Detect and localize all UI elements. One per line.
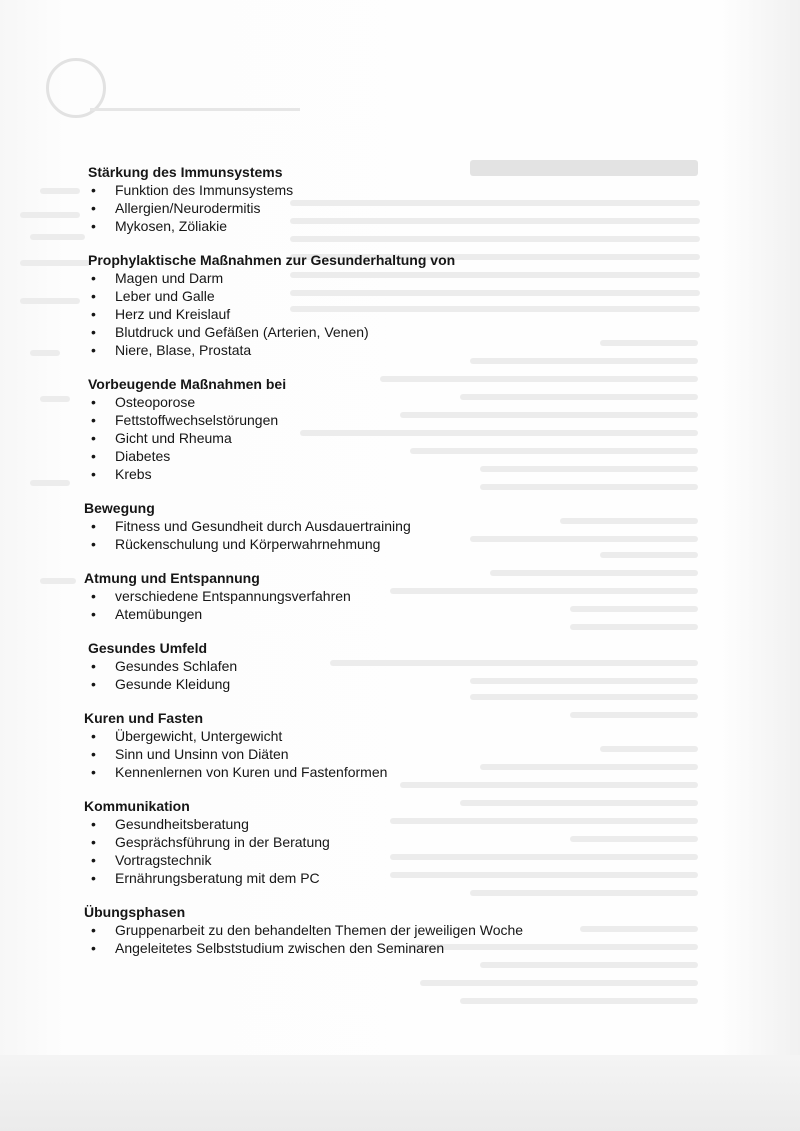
show-through-line [20, 298, 80, 304]
show-through-line [40, 578, 76, 584]
section-prophylaxe [88, 251, 768, 359]
section-title: Kuren und Fasten [84, 710, 204, 726]
list-item: • Allergien/Neurodermitis [88, 199, 768, 217]
show-through-line [30, 480, 70, 486]
list-item: • Osteoporose [88, 393, 768, 411]
section-atmung [84, 569, 768, 623]
list-item: • Gesundheitsberatung [88, 815, 768, 833]
section-title: Kommunikation [84, 798, 190, 814]
section-title: Bewegung [84, 500, 155, 516]
section-uebungsphasen [84, 903, 768, 957]
section-title: Vorbeugende Maßnahmen bei [88, 376, 287, 392]
list-item: • Magen und Darm [88, 269, 768, 287]
list-item: • Gesundes Schlafen [88, 657, 768, 675]
list-item: • Fettstoffwechselstörungen [88, 411, 768, 429]
show-through-line [420, 980, 698, 986]
scan-shadow-band [0, 1055, 800, 1131]
list-item: • Niere, Blase, Prostata [88, 341, 768, 359]
section-immunsystem [88, 163, 768, 235]
show-through-logo [40, 52, 300, 122]
list-item: • Gesunde Kleidung [88, 675, 768, 693]
list-item: • Sinn und Unsinn von Diäten [88, 745, 768, 763]
section-title: Stärkung des Immunsystems [88, 164, 283, 180]
section-title: Atmung und Entspannung [84, 570, 260, 586]
list-item: • Angeleitetes Selbststudium zwischen den Seminaren [88, 939, 768, 957]
show-through-line [480, 962, 698, 968]
list-item: • Übergewicht, Untergewicht [88, 727, 768, 745]
list-item: • Ernährungsberatung mit dem PC [88, 869, 768, 887]
list-item: • Leber und Galle [88, 287, 768, 305]
section-title: Gesundes Umfeld [88, 640, 208, 656]
section-kuren [84, 709, 768, 781]
list-item: • Gruppenarbeit zu den behandelten Themen der jeweiligen Woche [88, 921, 768, 939]
section-kommunikation [84, 797, 768, 887]
list-item: • Mykosen, Zöliakie [88, 217, 768, 235]
list-item: • Gicht und Rheuma [88, 429, 768, 447]
section-title: Prophylaktische Maßnahmen zur Gesunderhaltung von [88, 252, 456, 268]
section-bewegung [84, 499, 768, 553]
list-item: • Rückenschulung und Körperwahrnehmung [88, 535, 768, 553]
list-item: • Atemübungen [88, 605, 768, 623]
section-umfeld [88, 639, 768, 693]
section-vorbeugung [88, 375, 768, 483]
list-item: • Fitness und Gesundheit durch Ausdauertraining [88, 517, 768, 535]
list-item: • Blutdruck und Gefäßen (Arterien, Venen) [88, 323, 768, 341]
show-through-line [30, 234, 85, 240]
show-through-line [460, 998, 698, 1004]
section-title: Übungsphasen [84, 904, 186, 920]
show-through-line [40, 188, 80, 194]
list-item: • Krebs [88, 465, 768, 483]
list-item: • Herz und Kreislauf [88, 305, 768, 323]
list-item: • Gesprächsführung in der Beratung [88, 833, 768, 851]
show-through-line [30, 350, 60, 356]
list-item: • Funktion des Immunsystems [88, 181, 768, 199]
list-item: • Kennenlernen von Kuren und Fastenformen [88, 763, 768, 781]
show-through-line [20, 212, 80, 218]
list-item: • Diabetes [88, 447, 768, 465]
show-through-line [40, 396, 70, 402]
list-item: • Vortragstechnik [88, 851, 768, 869]
list-item: • verschiedene Entspannungsverfahren [88, 587, 768, 605]
curriculum-list [84, 163, 768, 957]
show-through-line [20, 260, 90, 266]
